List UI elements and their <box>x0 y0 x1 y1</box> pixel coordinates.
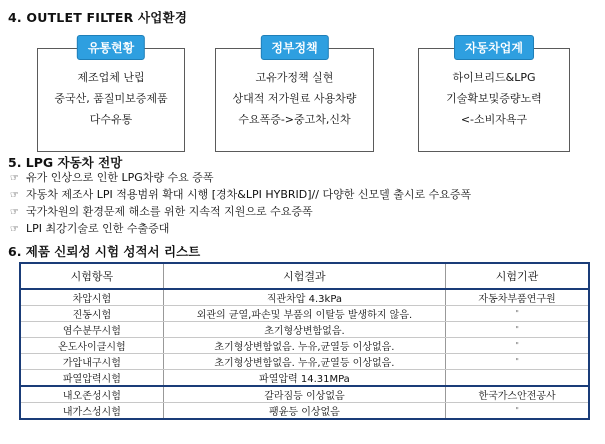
card-line: 고유가정책 실현 <box>255 71 334 84</box>
header-test-result: 시험결과 <box>163 263 445 289</box>
table-row: 파열압력시험 파열압력 14.31MPa <box>20 370 589 387</box>
section-5-title: 5. LPG 자동차 전망 <box>8 155 123 170</box>
table-row: 가압내구시험 초기형상변함없음. 누유,균열등 이상없음. " <box>20 354 589 370</box>
table-row: 진동시험 외관의 균열,파손및 부품의 이탈등 발생하지 않음. " <box>20 306 589 322</box>
table-row: 내가스성시험 팽윤등 이상없음 " <box>20 403 589 420</box>
card-line: 상대적 저가원료 사용차량 <box>232 92 357 105</box>
test-report-table <box>19 262 590 420</box>
pointing-hand-icon: ☞ <box>10 190 19 201</box>
list-item: ☞ 유가 인상으로 인한 LPG차량 수요 증폭 <box>10 170 471 187</box>
header-test-agency: 시험기관 <box>446 263 589 289</box>
card-line: 기술확보및증량노력 <box>446 92 542 105</box>
table-row: 염수분무시험 초기형상변함없음. " <box>20 322 589 338</box>
card-distribution <box>37 41 185 152</box>
pointing-hand-icon: ☞ <box>10 207 19 218</box>
table-row: 내오존성시험 갈라짐등 이상없음 한국가스안전공사 <box>20 386 589 403</box>
card-line: 하이브리드&LPG <box>452 71 536 84</box>
card-line: 다수유통 <box>89 113 133 126</box>
card-line: 제조업체 난립 <box>77 71 145 84</box>
pointing-hand-icon: ☞ <box>10 173 19 184</box>
table-row: 차압시험 직관차압 4.3kPa 자동차부품연구원 <box>20 289 589 306</box>
card-government <box>215 41 374 152</box>
header-test-item: 시험항목 <box>20 263 163 289</box>
card-line: 중국산, 품질미보증제품 <box>54 92 168 105</box>
card-line: 수요폭증->중고차,신차 <box>238 113 351 126</box>
table-row: 온도사이클시험 초기형상변함없음. 누유,균열등 이상없음. " <box>20 338 589 354</box>
list-item: ☞ LPI 최강기술로 인한 수출증대 <box>10 221 471 238</box>
section-4-title: 4. OUTLET FILTER 사업환경 <box>8 10 188 25</box>
card-badge: 유통현황 <box>77 35 145 60</box>
card-automotive <box>418 41 570 152</box>
lpg-outlook-list <box>10 170 471 238</box>
list-item: ☞ 국가차원의 환경문제 해소를 위한 지속적 지원으로 수요증폭 <box>10 204 471 221</box>
card-badge: 자동차업계 <box>454 35 534 60</box>
table-header-row <box>20 263 589 289</box>
card-badge: 정부정책 <box>260 35 328 60</box>
pointing-hand-icon: ☞ <box>10 224 19 235</box>
section-6-title: 6. 제품 신뢰성 시험 성적서 리스트 <box>8 244 201 259</box>
card-line: <-소비자욕구 <box>460 113 528 126</box>
list-item: ☞ 자동차 제조사 LPI 적용범위 확대 시행 [경차&LPI HYBRID]// 다양한 신모델 출시로 수요증폭 <box>10 187 471 204</box>
